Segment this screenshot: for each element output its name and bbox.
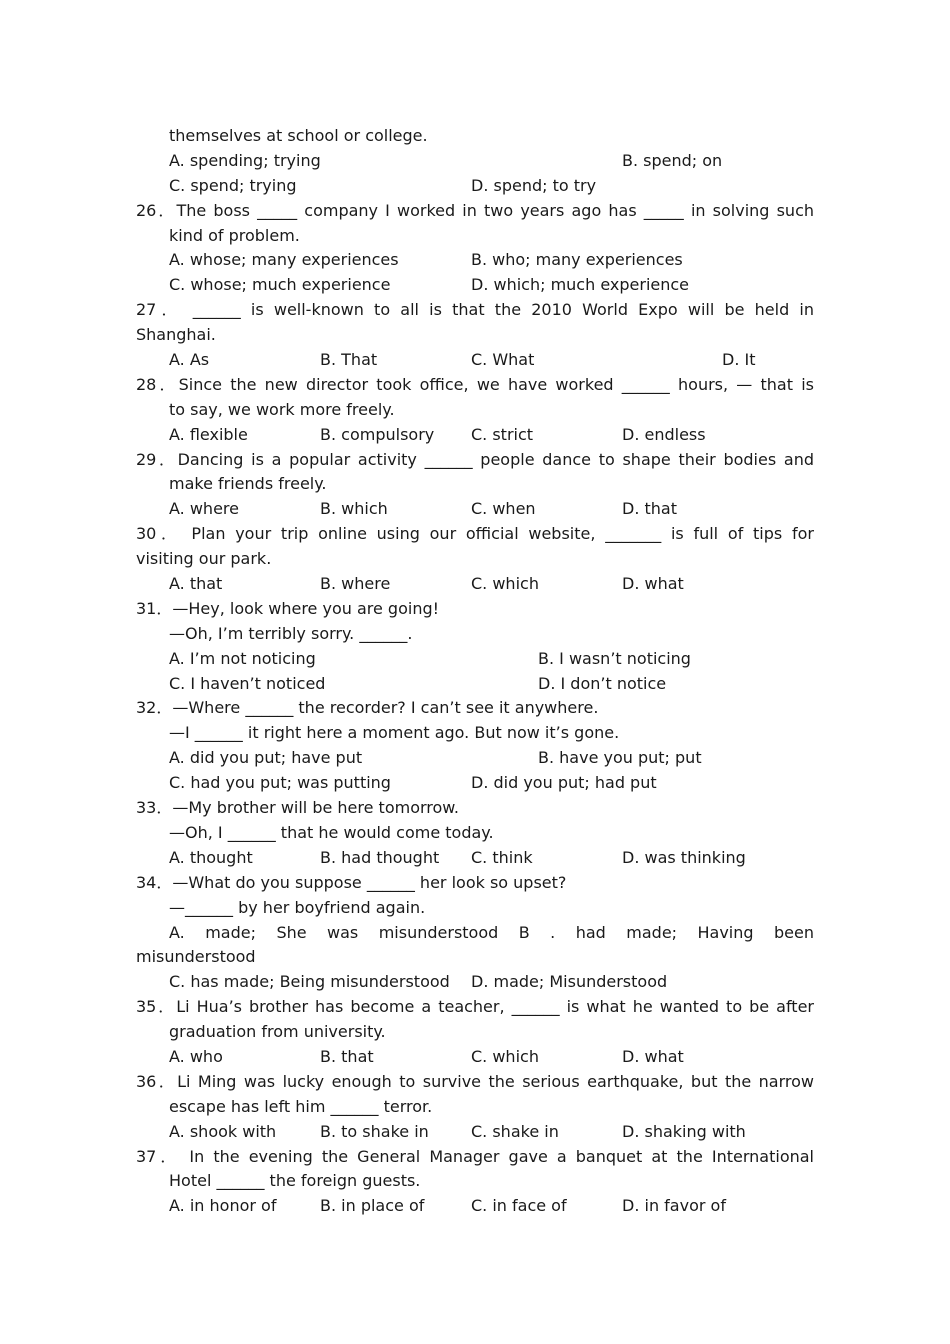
option-b: B. spend; on	[622, 150, 723, 170]
option-row	[136, 174, 814, 199]
question-33-stem: 33．—My brother will be here tomorrow.	[136, 798, 460, 818]
option-a: A. I’m not noticing	[169, 648, 316, 668]
option-d: D. which; much experience	[471, 275, 690, 295]
option-row	[136, 1120, 814, 1145]
option-d: D. was thinking	[622, 847, 746, 867]
option-b: B. which	[320, 499, 388, 519]
option-d: D. shaking with	[622, 1121, 746, 1141]
option-a: A. whose; many experiences	[169, 250, 399, 270]
option-d: D. that	[622, 499, 677, 519]
option-a: A. thought	[169, 847, 253, 867]
option-c: C. I haven’t noticed	[169, 673, 326, 693]
exam-page	[136, 124, 814, 1219]
question-26-stem: 26．The boss _____ company I worked in two years ago has _____ in solving such	[136, 200, 814, 220]
question-37-stem: 37． In the evening the General Manager gave a banquet at the International	[136, 1146, 814, 1166]
option-row	[136, 572, 814, 597]
option-d: D. in favor of	[622, 1196, 726, 1216]
option-c: C. strict	[471, 424, 534, 444]
option-b: B. that	[320, 1046, 374, 1066]
option-d: D. spend; to try	[471, 175, 597, 195]
question-27-stem: 27． ______ is well-known to all is that the 2010 World Expo will be held in	[136, 300, 814, 320]
option-c: C. has made; Being misunderstood	[169, 972, 450, 992]
question-35-stem-cont: graduation from university.	[169, 1022, 386, 1042]
option-b-wrap: misunderstood	[136, 947, 256, 967]
option-row	[136, 672, 814, 697]
question-32-stem-cont: —I ______ it right here a moment ago. But now it’s gone.	[169, 723, 620, 743]
option-b: B. compulsory	[320, 424, 435, 444]
option-b: B. That	[320, 350, 378, 370]
option-row	[136, 746, 814, 771]
option-row-ab: A. made; She was misunderstood B . had made; Having been	[169, 922, 814, 942]
question-31-stem: 31．—Hey, look where you are going!	[136, 598, 440, 618]
question-26-stem-cont: kind of problem.	[169, 225, 300, 245]
option-c: C. shake in	[471, 1121, 559, 1141]
question-text: themselves at school or college.	[169, 126, 428, 145]
question-32-stem: 32．—Where ______ the recorder? I can’t see it anywhere.	[136, 698, 599, 718]
question-30-stem-cont: visiting our park.	[136, 549, 272, 569]
option-c: C. had you put; was putting	[169, 773, 391, 793]
question-28-stem: 28．Since the new director took office, we have worked ______ hours, — that is	[136, 374, 814, 394]
option-b: B. to shake in	[320, 1121, 429, 1141]
option-d: D. I don’t notice	[538, 673, 667, 693]
option-row	[136, 248, 814, 273]
question-34-stem-cont: —______ by her boyfriend again.	[169, 897, 426, 917]
option-row	[136, 970, 814, 995]
question-27-stem-cont: Shanghai.	[136, 325, 216, 345]
option-b: B. where	[320, 574, 391, 594]
question-30-stem: 30． Plan your trip online using our official website, _______ is full of tips for	[136, 524, 814, 544]
question-29-stem: 29．Dancing is a popular activity ______ people dance to shape their bodies and	[136, 449, 814, 469]
question-29-stem-cont: make friends freely.	[169, 474, 327, 494]
question-36-stem: 36．Li Ming was lucky enough to survive the serious earthquake, but the narrow	[136, 1071, 814, 1091]
question-31-stem-cont: —Oh, I’m terribly sorry. ______.	[169, 623, 413, 643]
option-c: C. in face of	[471, 1196, 567, 1216]
option-d: D. endless	[622, 424, 706, 444]
option-row	[136, 771, 814, 796]
option-row	[136, 1045, 814, 1070]
option-a: A. flexible	[169, 424, 248, 444]
option-a: A. As	[169, 350, 210, 370]
option-a: A. who	[169, 1046, 223, 1066]
option-row	[136, 846, 814, 871]
option-row	[136, 647, 814, 672]
question-28-stem-cont: to say, we work more freely.	[169, 399, 395, 419]
option-row	[136, 1194, 814, 1219]
option-c: C. spend; trying	[169, 175, 297, 195]
option-b: B. have you put; put	[538, 748, 702, 768]
option-b: B. in place of	[320, 1196, 425, 1216]
option-d: D. what	[622, 1046, 684, 1066]
question-37-stem-cont: Hotel ______ the foreign guests.	[169, 1171, 421, 1191]
option-a: A. shook with	[169, 1121, 277, 1141]
option-row	[136, 497, 814, 522]
option-a: A. in honor of	[169, 1196, 277, 1216]
option-d: D. did you put; had put	[471, 773, 657, 793]
option-c: C. which	[471, 574, 539, 594]
option-row	[136, 273, 814, 298]
question-35-stem: 35．Li Hua’s brother has become a teacher, ______ is what he wanted to be after	[136, 997, 814, 1017]
option-a: A. that	[169, 574, 223, 594]
option-a: A. spending; trying	[169, 150, 321, 170]
option-row	[136, 348, 814, 373]
option-c: C. think	[471, 847, 533, 867]
option-a: A. where	[169, 499, 239, 519]
option-b: B. had thought	[320, 847, 440, 867]
option-row	[136, 423, 814, 448]
question-33-stem-cont: —Oh, I ______ that he would come today.	[169, 822, 494, 842]
question-34-stem: 34．—What do you suppose ______ her look so upset?	[136, 872, 567, 892]
option-b: B. I wasn’t noticing	[538, 648, 691, 668]
option-c: C. which	[471, 1046, 539, 1066]
question-36-stem-cont: escape has left him ______ terror.	[169, 1096, 433, 1116]
option-d: D. It	[722, 350, 756, 370]
option-d: D. made; Misunderstood	[471, 972, 668, 992]
option-d: D. what	[622, 574, 684, 594]
option-c: C. whose; much experience	[169, 275, 391, 295]
option-b: B. who; many experiences	[471, 250, 683, 270]
option-a: A. did you put; have put	[169, 748, 363, 768]
option-c: C. when	[471, 499, 536, 519]
option-row	[136, 149, 814, 174]
option-c: C. What	[471, 350, 535, 370]
